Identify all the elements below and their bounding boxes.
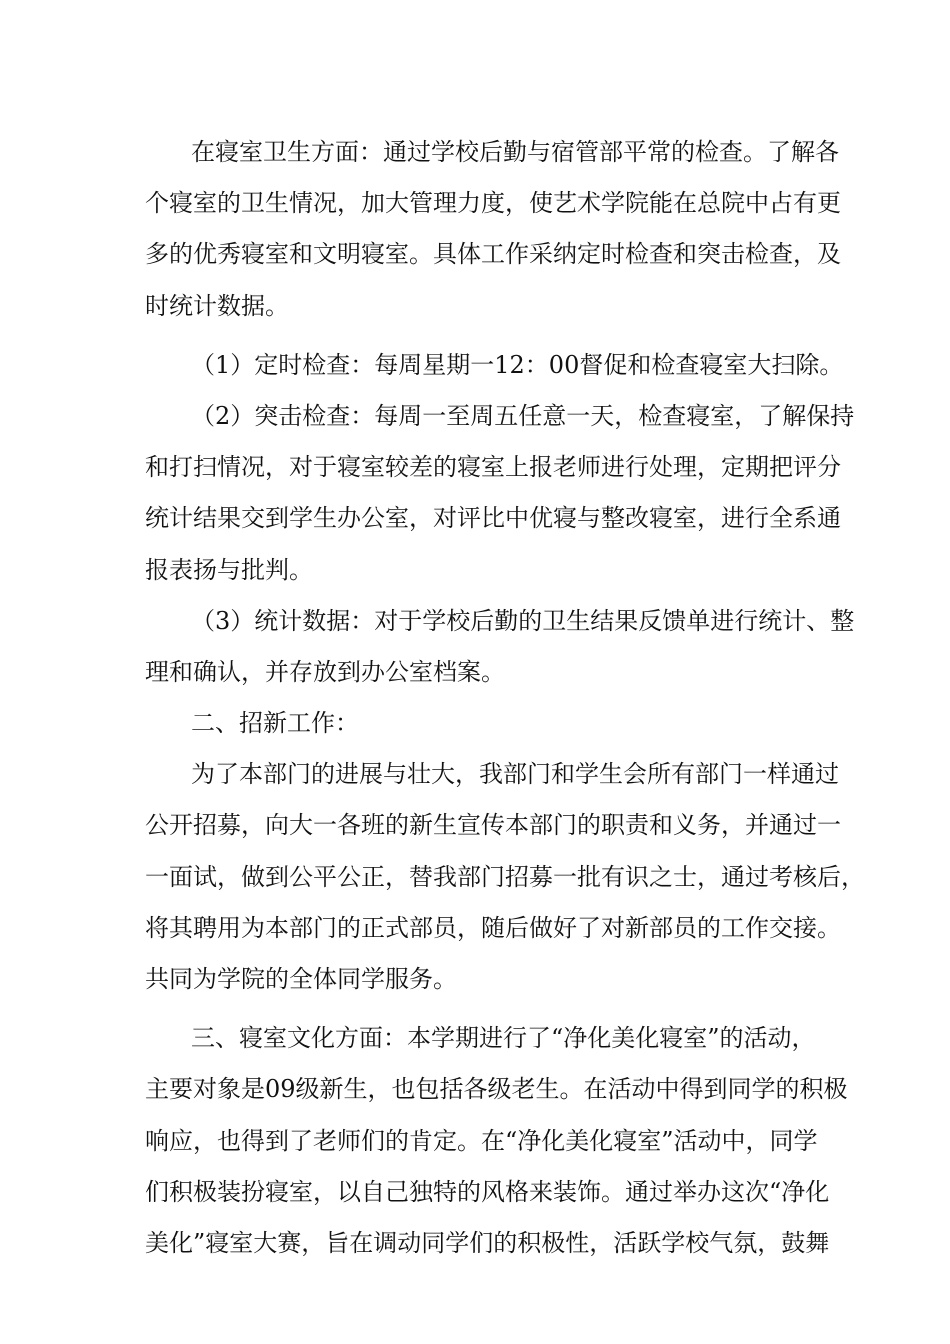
item-statistics-line: （3）统计数据：对于学校后勤的卫生结果反馈单进行统计、整 [191, 606, 855, 635]
item-statistics-line: 理和确认，并存放到办公室档案。 [145, 657, 505, 686]
paragraph-dorm-hygiene-line: 在寝室卫生方面：通过学校后勤与宿管部平常的检查。了解各 [191, 138, 839, 166]
paragraph-dorm-culture-line: 响应，也得到了老师们的肯定。在“净化美化寝室”活动中，同学 [145, 1126, 818, 1155]
paragraph-recruitment-line: 一面试，做到公平公正，替我部门招募一批有识之士，通过考核后， [145, 862, 865, 891]
item-surprise-check-line: 统计结果交到学生办公室，对评比中优寝与整改寝室，进行全系通 [145, 504, 841, 533]
paragraph-recruitment-line: 将其聘用为本部门的正式部员，随后做好了对新部员的工作交接。 [145, 913, 841, 942]
item-surprise-check-line: 报表扬与批判。 [145, 555, 313, 584]
paragraph-dorm-hygiene-line: 多的优秀寝室和文明寝室。具体工作采纳定时检查和突击检查，及 [145, 240, 841, 269]
body-text [145, 130, 865, 1272]
paragraph-recruitment-line: 公开招募，向大一各班的新生宣传本部门的职责和义务，并通过一 [145, 811, 841, 840]
paragraph-recruitment-line: 为了本部门的进展与壮大，我部门和学生会所有部门一样通过 [191, 760, 839, 789]
paragraph-dorm-hygiene-line: 个寝室的卫生情况，加大管理力度，使艺术学院能在总院中占有更 [145, 189, 841, 218]
paragraph-dorm-culture-line: 们积极装扮寝室，以自己独特的风格来装饰。通过举办这次“净化 [145, 1177, 830, 1206]
paragraph-dorm-culture-line: 美化”寝室大赛，旨在调动同学们的积极性，活跃学校气氛，鼓舞 [145, 1228, 830, 1257]
paragraph-dorm-culture-line: 三、寝室文化方面：本学期进行了“净化美化寝室”的活动， [191, 1024, 816, 1053]
paragraph-dorm-hygiene-line: 时统计数据。 [145, 291, 289, 320]
item-surprise-check-line: 和打扫情况，对于寝室较差的寝室上报老师进行处理，定期把评分 [145, 453, 841, 482]
section-heading-recruitment: 二、招新工作： [191, 709, 359, 738]
item-surprise-check-line: （2）突击检查：每周一至周五任意一天，检查寝室，了解保持 [191, 401, 855, 430]
paragraph-dorm-culture-line: 主要对象是09级新生，也包括各级老生。在活动中得到同学的积极 [145, 1075, 848, 1104]
paragraph-recruitment-line: 共同为学院的全体同学服务。 [145, 965, 457, 993]
item-scheduled-check-line: （1）定时检查：每周星期一12：00督促和检查寝室大扫除。 [191, 350, 844, 379]
